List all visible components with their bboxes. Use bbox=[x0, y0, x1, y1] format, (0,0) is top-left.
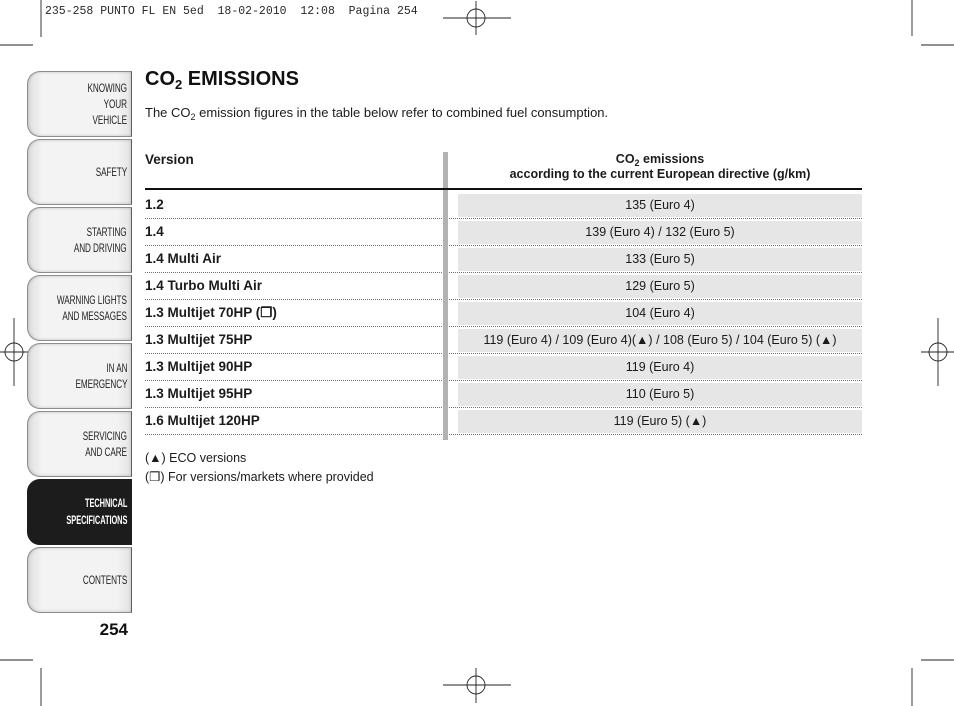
tab-label bbox=[83, 572, 127, 588]
emissions-cell: 119 (Euro 5) (▲) bbox=[458, 410, 862, 433]
tab-label bbox=[57, 292, 127, 324]
table-row bbox=[145, 381, 862, 408]
version-cell: 1.2 bbox=[145, 197, 164, 212]
version-cell: 1.4 Multi Air bbox=[145, 251, 222, 266]
intro-paragraph bbox=[145, 104, 608, 122]
version-cell: 1.6 Multijet 120HP bbox=[145, 413, 260, 428]
title-text: CO bbox=[145, 68, 175, 90]
registration-circle bbox=[467, 676, 485, 694]
table-body bbox=[145, 192, 862, 435]
tab-label-line: CONTENTS bbox=[82, 573, 127, 587]
registration-mark-right bbox=[921, 318, 954, 386]
intro-text: emission figures in the table below refer to combined fuel consumption. bbox=[195, 105, 609, 120]
column-header-emissions-line2: according to the current European directive (g/km) bbox=[509, 167, 811, 181]
footnotes bbox=[145, 449, 374, 487]
version-cell: 1.4 Turbo Multi Air bbox=[145, 278, 262, 293]
tab-label-line: EMERGENCY bbox=[75, 377, 127, 391]
header-subscript: 2 bbox=[634, 158, 640, 168]
tab-label-line: SERVICING bbox=[82, 429, 127, 443]
tab-label-line: STARTING bbox=[87, 225, 127, 239]
tab-label-line: VEHICLE bbox=[92, 113, 127, 127]
emissions-cell: 129 (Euro 5) bbox=[458, 275, 862, 298]
version-cell: 1.3 Multijet 70HP (❒) bbox=[145, 305, 277, 320]
column-divider bbox=[443, 152, 448, 440]
table-row bbox=[145, 273, 862, 300]
registration-circle bbox=[929, 343, 947, 361]
tab-safety[interactable] bbox=[27, 139, 132, 205]
emissions-table bbox=[145, 147, 862, 442]
emissions-cell: 104 (Euro 4) bbox=[458, 302, 862, 325]
registration-circle bbox=[467, 9, 485, 27]
emissions-cell: 119 (Euro 4) bbox=[458, 356, 862, 379]
title-subscript: 2 bbox=[175, 77, 183, 92]
section-title bbox=[145, 66, 299, 92]
tab-label-line: AND CARE bbox=[85, 445, 127, 459]
intro-text: The CO bbox=[145, 105, 191, 120]
footnote-markets: (❒) For versions/markets where provided bbox=[145, 470, 374, 484]
tab-label bbox=[83, 428, 127, 460]
table-row bbox=[145, 300, 862, 327]
tab-label bbox=[96, 164, 127, 180]
header-text: emissions bbox=[639, 152, 705, 166]
registration-mark-top bbox=[443, 1, 511, 35]
emissions-cell: 110 (Euro 5) bbox=[458, 383, 862, 406]
print-slug-header: 235-258 PUNTO FL EN 5ed 18-02-2010 12:08 Pagina 254 bbox=[45, 5, 418, 18]
registration-circle bbox=[5, 343, 23, 361]
table-row bbox=[145, 192, 862, 219]
tab-label-line: AND MESSAGES bbox=[62, 309, 127, 323]
version-cell: 1.3 Multijet 90HP bbox=[145, 359, 253, 374]
table-row bbox=[145, 354, 862, 381]
column-header-version: Version bbox=[145, 152, 194, 167]
emissions-cell: 139 (Euro 4) / 132 (Euro 5) bbox=[458, 221, 862, 244]
tab-label-line: KNOWING bbox=[87, 81, 127, 95]
version-cell: 1.4 bbox=[145, 224, 164, 239]
emissions-cell: 119 (Euro 4) / 109 (Euro 4)(▲) / 108 (Euro 5) / 104 (Euro 5) (▲) bbox=[458, 329, 862, 352]
tab-label-line: IN AN bbox=[106, 361, 127, 375]
tab-warning-lights-and-messages[interactable] bbox=[27, 275, 132, 341]
tab-servicing-and-care[interactable] bbox=[27, 411, 132, 477]
crop-mark-top-right bbox=[912, 0, 954, 45]
tab-label-line: SAFETY bbox=[95, 165, 127, 179]
tab-contents[interactable] bbox=[27, 547, 132, 613]
intro-subscript: 2 bbox=[190, 112, 196, 122]
table-row bbox=[145, 327, 862, 354]
title-text: EMISSIONS bbox=[182, 68, 299, 90]
column-header-emissions bbox=[458, 152, 862, 182]
crop-mark-bottom-left bbox=[0, 660, 41, 706]
version-cell: 1.3 Multijet 95HP bbox=[145, 386, 253, 401]
page-number: 254 bbox=[99, 620, 128, 639]
tab-label-line: WARNING LIGHTS bbox=[57, 293, 127, 307]
header-rule bbox=[145, 188, 862, 190]
tab-label bbox=[66, 495, 127, 529]
version-cell: 1.3 Multijet 75HP bbox=[145, 332, 253, 347]
tab-label-line: SPECIFICATIONS bbox=[65, 513, 127, 527]
tab-knowing-your-vehicle[interactable] bbox=[27, 71, 132, 137]
tab-starting-and-driving[interactable] bbox=[27, 207, 132, 273]
footnote-eco: (▲) ECO versions bbox=[145, 451, 247, 465]
table-row bbox=[145, 219, 862, 246]
tab-label-line: TECHNICAL bbox=[84, 496, 127, 510]
table-row bbox=[145, 408, 862, 435]
column-header-emissions-line1 bbox=[458, 152, 862, 167]
tab-technical-specifications[interactable] bbox=[27, 479, 132, 545]
tab-label-line: AND DRIVING bbox=[74, 241, 127, 255]
emissions-cell: 133 (Euro 5) bbox=[458, 248, 862, 271]
tab-in-an-emergency[interactable] bbox=[27, 343, 132, 409]
crop-mark-bottom-right bbox=[912, 660, 954, 706]
tab-label bbox=[74, 224, 127, 256]
table-row bbox=[145, 246, 862, 273]
emissions-cell: 135 (Euro 4) bbox=[458, 194, 862, 217]
tab-label bbox=[88, 80, 127, 128]
tab-label-line: YOUR bbox=[103, 97, 127, 111]
crop-mark-top-left bbox=[0, 0, 41, 45]
tab-label bbox=[75, 360, 127, 392]
header-text: CO bbox=[615, 152, 635, 166]
registration-mark-bottom bbox=[443, 668, 511, 703]
